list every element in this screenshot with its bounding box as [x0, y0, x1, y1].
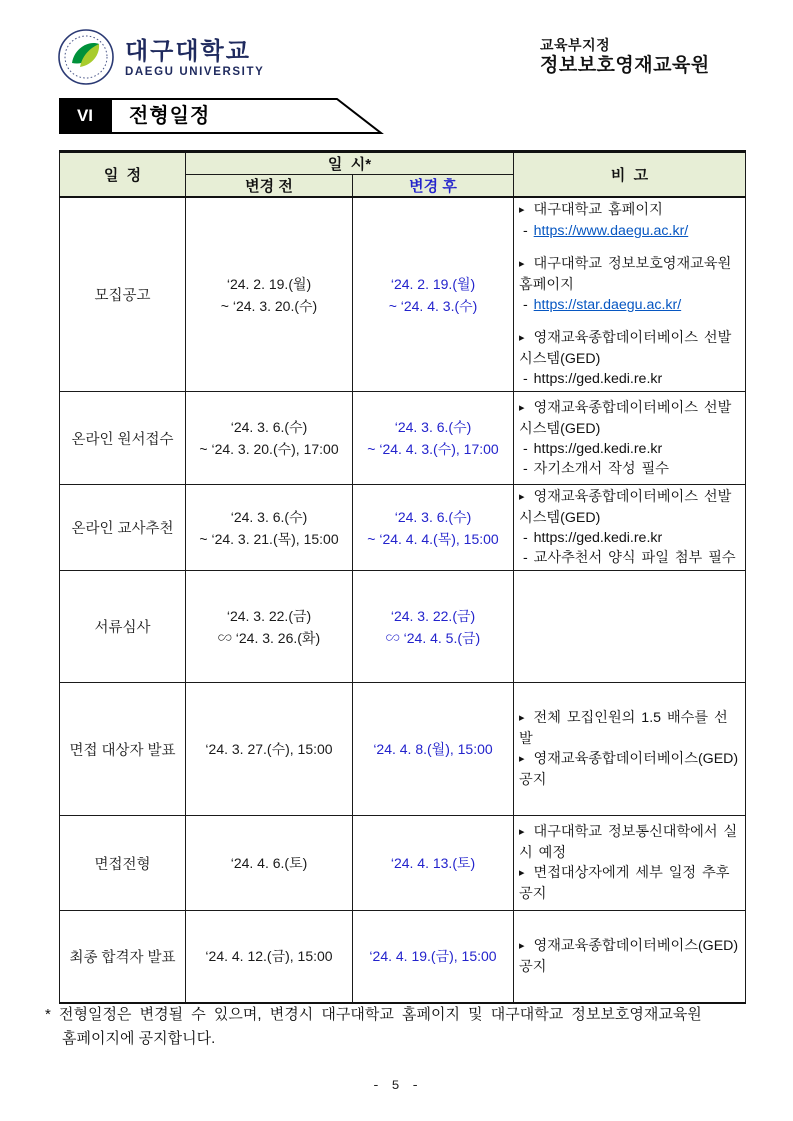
note-text: 대구대학교 정보보호영재교육원 홈페이지 — [519, 256, 732, 293]
header-logo — [57, 28, 264, 86]
col-header-schedule: 일 정 — [60, 152, 186, 198]
col-header-after: 변경 후 — [353, 175, 514, 198]
org-designation-block — [540, 36, 710, 78]
bullet-icon: ▸ — [519, 332, 525, 344]
bullet-icon: ▸ — [519, 712, 525, 724]
note-text: 전체 모집인원의 1.5 배수를 선발 — [519, 710, 728, 747]
bullet-icon: ▸ — [519, 258, 525, 270]
col-header-note: 비 고 — [514, 152, 746, 198]
after-date-cell — [353, 197, 514, 392]
table-row — [60, 911, 746, 1003]
schedule-name-cell: 최종 합격자 발표 — [60, 911, 186, 1003]
table-row — [60, 392, 746, 485]
note-line — [519, 936, 741, 977]
date-line: ~ ‘24. 3. 21.(목), 15:00 — [199, 530, 339, 547]
note-link[interactable]: https://star.daegu.ac.kr/ — [533, 297, 682, 313]
bullet-icon: ▸ — [519, 867, 525, 879]
bullet-icon: ▸ — [519, 826, 525, 838]
date-line: ‘24. 4. 8.(월), 15:00 — [373, 741, 493, 757]
note-line — [519, 398, 741, 439]
footnote — [45, 1003, 757, 1051]
footnote-line-2: 홈페이지에 공지합니다. — [62, 1030, 216, 1047]
note-line: - https://star.daegu.ac.kr/ — [523, 297, 682, 313]
note-line — [519, 254, 741, 295]
bullet-icon: ▸ — [519, 204, 525, 216]
date-line: ~ ‘24. 4. 3.(수), 17:00 — [367, 441, 499, 457]
after-date-cell — [353, 816, 514, 911]
after-date-cell — [353, 683, 514, 816]
notes-cell — [514, 683, 746, 816]
schedule-name-cell: 서류심사 — [60, 571, 186, 683]
note-line: - https://www.daegu.ac.kr/ — [523, 223, 689, 239]
col-header-datetime: 일 시* — [186, 152, 514, 175]
before-date-cell — [186, 683, 353, 816]
note-text: 대구대학교 홈페이지 — [533, 202, 663, 218]
note-text: 자기소개서 작성 필수 — [533, 460, 669, 477]
date-line: ‘24. 3. 22.(금) — [226, 607, 312, 624]
note-line — [519, 328, 741, 369]
date-line: ‘24. 3. 27.(수), 15:00 — [205, 741, 333, 757]
note-line — [519, 200, 741, 221]
note-spacer — [519, 315, 741, 328]
after-date-cell — [353, 571, 514, 683]
date-line: ~ ‘24. 4. 3.(수) — [388, 297, 478, 314]
date-line: ~ ‘24. 3. 20.(수), 17:00 — [199, 441, 339, 457]
notes-cell — [514, 485, 746, 571]
notes-cell — [514, 571, 746, 683]
page-number: - 5 - — [371, 1078, 421, 1093]
note-text: 교사추천서 양식 파일 첨부 필수 — [533, 550, 736, 566]
date-line: ∽ ‘24. 4. 5.(금) — [385, 629, 481, 646]
schedule-name-cell: 면접 대상자 발표 — [60, 683, 186, 816]
before-date-cell — [186, 571, 353, 683]
note-line: - 교사추천서 양식 파일 첨부 필수 — [523, 550, 736, 566]
bullet-icon: ▸ — [519, 491, 525, 503]
table-row — [60, 571, 746, 683]
date-line: ‘24. 3. 6.(수) — [394, 508, 472, 525]
note-line: - https://ged.kedi.re.kr — [523, 530, 663, 546]
table-header — [60, 152, 746, 198]
bullet-icon: ▸ — [519, 753, 525, 765]
university-wordmark — [125, 35, 264, 79]
date-line: ‘24. 4. 12.(금), 15:00 — [205, 948, 333, 965]
note-line: - https://ged.kedi.re.kr — [523, 371, 663, 387]
university-name-en: DAEGU UNIVERSITY — [125, 66, 265, 78]
date-line: ‘24. 4. 19.(금), 15:00 — [369, 948, 497, 965]
after-date-cell — [353, 911, 514, 1003]
table-row — [60, 683, 746, 816]
note-line — [519, 708, 741, 749]
note-text: 영재교육종합데이터베이스(GED) 공지 — [519, 751, 739, 788]
org-name: 정보보호영재교육원 — [540, 55, 710, 76]
date-line: ~ ‘24. 4. 4.(목), 15:00 — [367, 530, 499, 547]
table-row — [60, 197, 746, 392]
section-title: 전형일정 — [129, 105, 211, 127]
section-number: VI — [59, 98, 111, 134]
table-row — [60, 485, 746, 571]
section-banner — [59, 98, 399, 134]
before-date-cell — [186, 197, 353, 392]
schedule-table — [59, 150, 746, 1004]
university-name-kr: 대구대학교 — [125, 38, 251, 65]
university-seal-icon — [57, 28, 115, 86]
note-line: - https://ged.kedi.re.kr — [523, 440, 663, 457]
table-row — [60, 816, 746, 911]
bullet-icon: ▸ — [519, 939, 525, 952]
note-line — [519, 863, 741, 904]
before-date-cell — [186, 816, 353, 911]
note-text: https://ged.kedi.re.kr — [533, 371, 663, 387]
date-line: ‘24. 2. 19.(월) — [390, 275, 476, 292]
note-text: 영재교육종합데이터베이스 선발시스템(GED) — [519, 330, 732, 367]
schedule-name-cell: 온라인 교사추천 — [60, 485, 186, 571]
notes-cell — [514, 911, 746, 1003]
date-line: ‘24. 3. 6.(수) — [230, 508, 308, 525]
before-date-cell — [186, 485, 353, 571]
note-text: 면접대상자에게 세부 일정 추후 공지 — [519, 865, 730, 902]
note-spacer — [519, 241, 741, 254]
date-line: ‘24. 2. 19.(월) — [226, 275, 312, 292]
footnote-line-1: * 전형일정은 변경될 수 있으며, 변경시 대구대학교 홈페이지 및 대구대학교 정보보호영재교육원 — [45, 1006, 702, 1023]
note-link[interactable]: https://www.daegu.ac.kr/ — [533, 223, 689, 239]
date-line: ‘24. 3. 6.(수) — [394, 419, 472, 435]
after-date-cell — [353, 485, 514, 571]
bullet-icon: ▸ — [519, 401, 525, 414]
before-date-cell — [186, 392, 353, 485]
notes-cell — [514, 392, 746, 485]
note-line — [519, 822, 741, 863]
date-line: ‘24. 3. 22.(금) — [390, 607, 476, 624]
note-text: https://ged.kedi.re.kr — [533, 440, 663, 457]
col-header-before: 변경 전 — [186, 175, 353, 198]
note-text: https://ged.kedi.re.kr — [533, 530, 663, 546]
schedule-name-cell: 온라인 원서접수 — [60, 392, 186, 485]
notes-cell — [514, 816, 746, 911]
date-line: ‘24. 3. 6.(수) — [230, 419, 308, 435]
date-line: ‘24. 4. 13.(토) — [390, 855, 476, 871]
note-text: 대구대학교 정보통신대학에서 실시 예정 — [519, 824, 738, 861]
schedule-name-cell: 면접전형 — [60, 816, 186, 911]
note-text: 영재교육종합데이터베이스(GED) 공지 — [519, 937, 739, 975]
note-line: - 자기소개서 작성 필수 — [523, 460, 669, 477]
note-line — [519, 487, 741, 528]
date-line: ‘24. 4. 6.(토) — [230, 855, 308, 871]
note-text: 영재교육종합데이터베이스 선발시스템(GED) — [519, 489, 732, 526]
date-line: ~ ‘24. 3. 20.(수) — [220, 297, 318, 314]
date-line: ∽ ‘24. 3. 26.(화) — [217, 629, 321, 646]
note-text: 영재교육종합데이터베이스 선발시스템(GED) — [519, 399, 732, 437]
notes-cell — [514, 197, 746, 392]
before-date-cell — [186, 911, 353, 1003]
note-line — [519, 749, 741, 790]
schedule-name-cell: 모집공고 — [60, 197, 186, 392]
after-date-cell — [353, 392, 514, 485]
org-designation: 교육부지정 — [540, 37, 611, 53]
